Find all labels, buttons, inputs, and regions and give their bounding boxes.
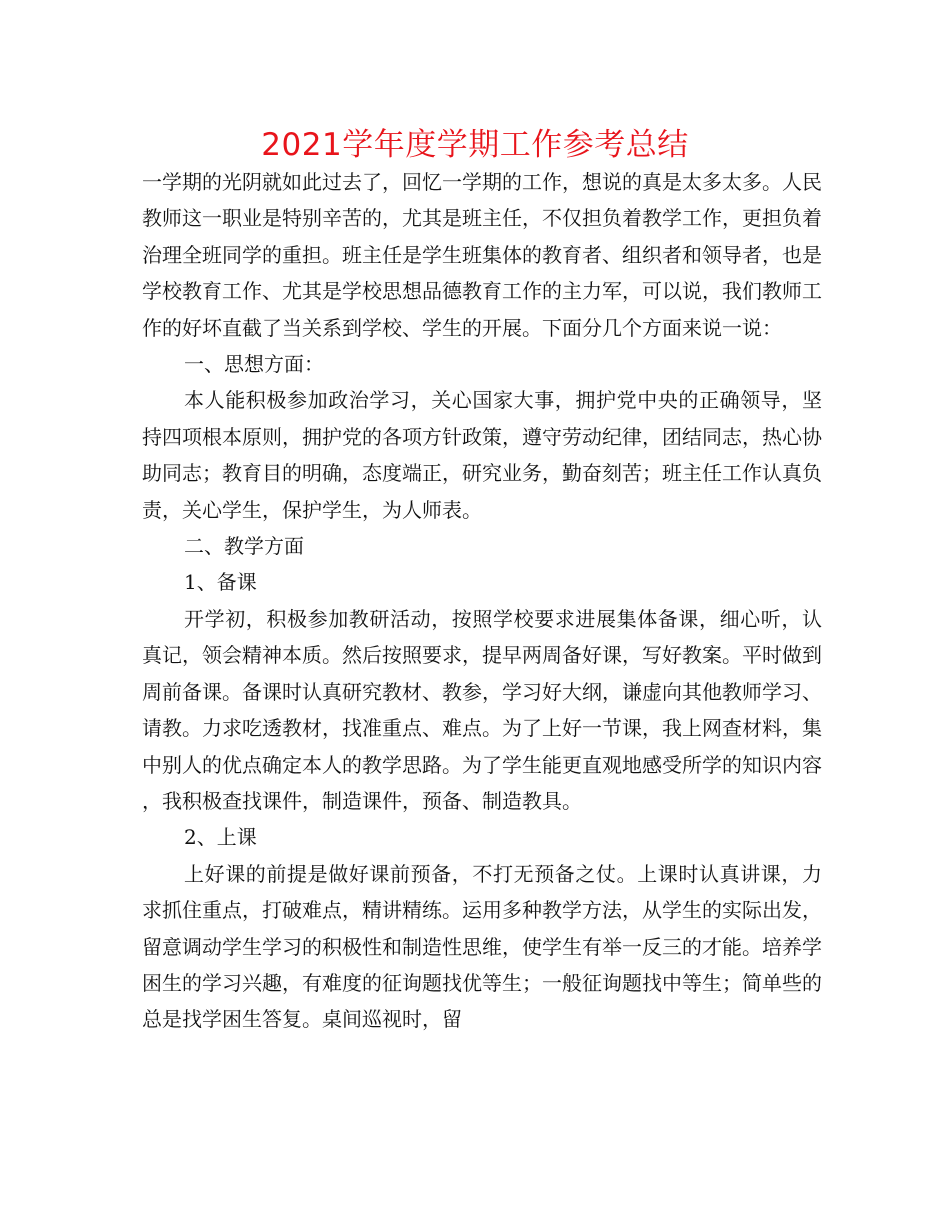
paragraph-intro: 一学期的光阴就如此过去了，回忆一学期的工作，想说的真是太多太多。人民教师这一职业是特别辛苦的，尤其是班主任，不仅担负着教学工作，更担负着治理全班同学的重担。班主任是学生班集体的教育者、组织者和领导者，也是学校教育工作、尤其是学校思想品德教育工作的主力军，可以说，我们教师工作的好坏直截了当关系到学校、学生的开展。下面分几个方面来说一说： (142, 170, 822, 340)
paragraph-thought: 本人能积极参加政治学习，关心国家大事，拥护党中央的正确领导，坚持四项根本原则，拥护党的各项方针政策，遵守劳动纪律，团结同志，热心协助同志；教育目的明确，态度端正，研究业务，勤奋刻苦；班主任工作认真负责，关心学生，保护学生，为人师表。 (142, 388, 822, 522)
section-heading-thought: 一、思想方面： (184, 352, 324, 377)
paragraph-class: 上好课的前提是做好课前预备，不打无预备之仗。上课时认真讲课，力求抓住重点，打破难点，精讲精练。运用多种教学方法，从学生的实际出发，留意调动学生学习的积极性和制造性思维，使学生有举一反三的才能。培养学困生的学习兴趣，有难度的征询题找优等生；一般征询题找中等生；简单些的总是找学困生答复。桌间巡视时，留 (142, 861, 822, 1032)
subheading-class: 2、上课 (184, 825, 257, 850)
document-title: 2021学年度学期工作参考总结 (261, 127, 689, 163)
subheading-lesson-prep: 1、备课 (184, 570, 257, 595)
document-body (142, 164, 822, 1038)
section-heading-teaching: 二、教学方面 (184, 534, 304, 559)
paragraph-lesson-prep: 开学初，积极参加教研活动，按照学校要求进展集体备课，细心听，认真记，领会精神本质。然后按照要求，提早两周备好课，写好教案。平时做到周前备课。备课时认真研究教材、教参，学习好大纲，谦虚向其他教师学习、请教。力求吃透教材，找准重点、难点。为了上好一节课，我上网查材料，集中别人的优点确定本人的教学思路。为了学生能更直观地感受所学的知识内容，我积极查找课件，制造课件，预备、制造教具。 (142, 606, 822, 813)
